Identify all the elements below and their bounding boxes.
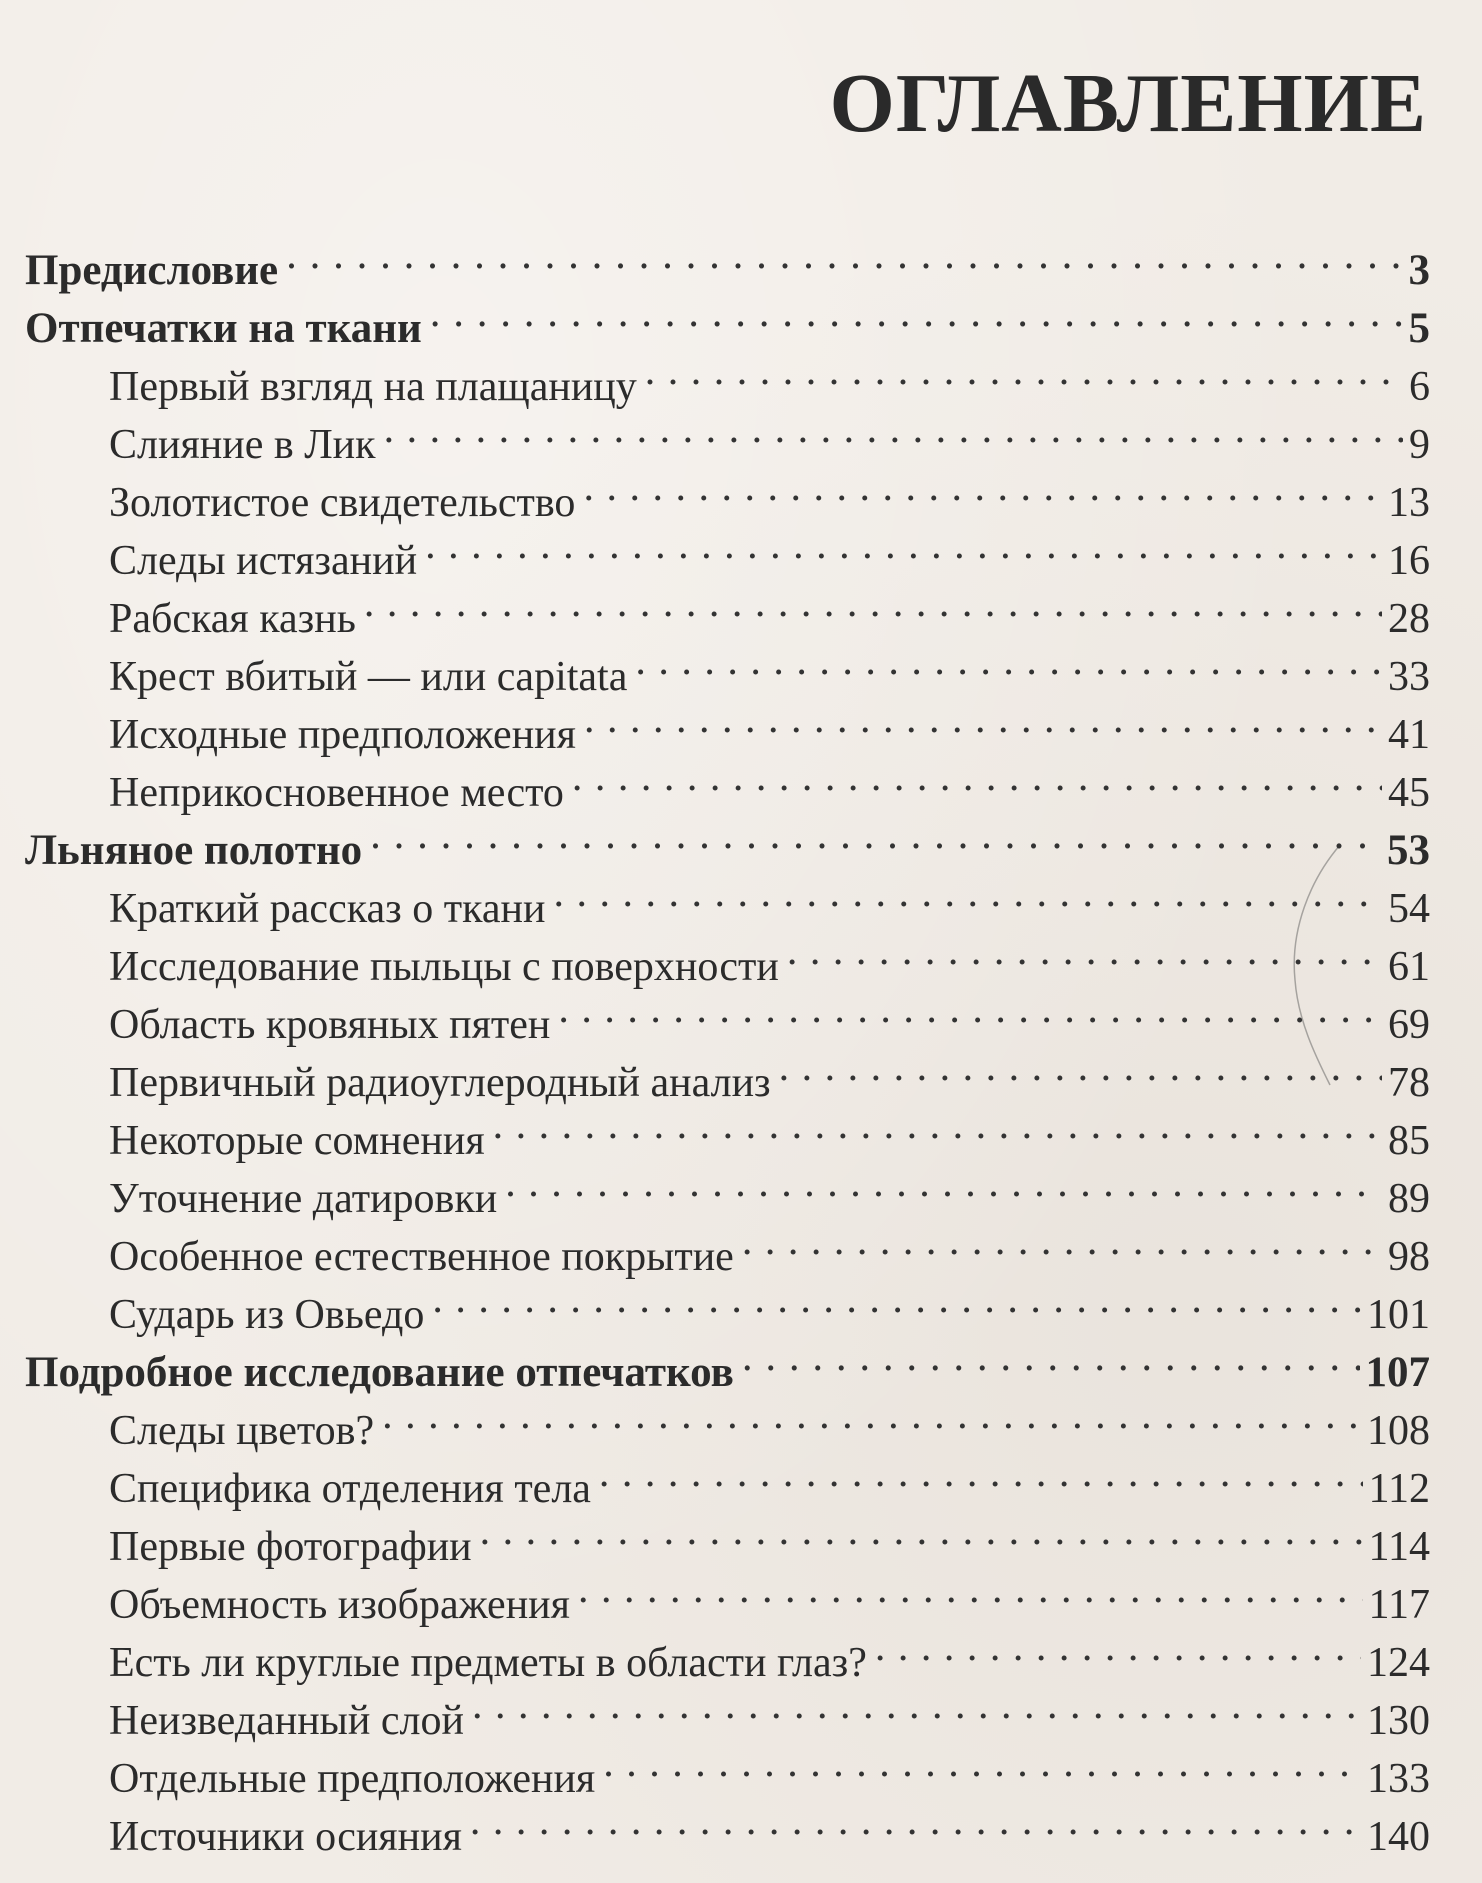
toc-entry-page: 69 <box>1388 1002 1430 1048</box>
toc-entry-label: Специфика отделения тела <box>109 1466 591 1512</box>
toc-entry-label: Краткий рассказ о ткани <box>109 886 546 932</box>
toc-entry-page: 89 <box>1388 1176 1430 1222</box>
toc-entry-label: Льняное полотно <box>25 827 363 874</box>
dot-leader <box>742 1212 1382 1270</box>
toc-entry-label: Подробное исследование отпечатков <box>25 1349 734 1396</box>
dot-leader <box>370 806 1381 864</box>
toc-entry-page: 112 <box>1368 1466 1430 1512</box>
dot-leader <box>553 864 1382 922</box>
dot-leader <box>787 922 1382 980</box>
toc-entry-label: Отпечатки на ткани <box>25 305 422 352</box>
toc-entry-label: Следы цветов? <box>109 1408 375 1454</box>
toc-entry-label: Первые фотографии <box>109 1524 472 1570</box>
toc-entry-label: Первичный радиоуглеродный анализ <box>109 1060 771 1106</box>
table-of-contents <box>25 226 1430 1860</box>
toc-entry-page: 9 <box>1409 422 1430 468</box>
dot-leader <box>599 1444 1363 1502</box>
toc-entry-page: 61 <box>1388 944 1430 990</box>
toc-entry-page: 108 <box>1367 1408 1430 1454</box>
toc-entry-page: 28 <box>1388 596 1430 642</box>
dot-leader <box>430 284 1403 342</box>
dot-leader <box>742 1328 1360 1386</box>
dot-leader <box>645 342 1403 400</box>
toc-entry-label: Источники осияния <box>109 1814 462 1860</box>
dot-leader <box>382 1386 1361 1444</box>
dot-leader <box>493 1096 1382 1154</box>
toc-entry-label: Отдельные предположения <box>109 1756 596 1802</box>
dot-leader <box>286 226 1402 284</box>
toc-entry-label: Есть ли круглые предметы в области глаз? <box>109 1640 867 1686</box>
toc-entry-label: Особенное естественное покрытие <box>109 1234 734 1280</box>
toc-entry-label: Уточнение датировки <box>109 1176 498 1222</box>
toc-entry-label: Сударь из Овьедо <box>109 1292 425 1338</box>
toc-entry-page: 45 <box>1388 770 1430 816</box>
dot-leader <box>572 748 1382 806</box>
toc-entry <box>25 226 1430 294</box>
toc-entry-page: 33 <box>1388 654 1430 700</box>
toc-entry-page: 16 <box>1388 538 1430 584</box>
dot-leader <box>384 400 1403 458</box>
dot-leader <box>578 1560 1363 1618</box>
dot-leader <box>425 516 1382 574</box>
toc-entry-label: Неприкосновенное место <box>109 770 564 816</box>
toc-entry-label: Область кровяных пятен <box>109 1002 551 1048</box>
toc-entry-page: 41 <box>1388 712 1430 758</box>
toc-entry-page: 85 <box>1388 1118 1430 1164</box>
dot-leader <box>472 1676 1361 1734</box>
toc-entry-page: 53 <box>1387 827 1430 874</box>
toc-entry-label: Первый взгляд на плащаницу <box>109 364 637 410</box>
dot-leader <box>470 1792 1361 1850</box>
dot-leader <box>635 632 1382 690</box>
toc-entry-page: 78 <box>1388 1060 1430 1106</box>
dot-leader <box>364 574 1382 632</box>
toc-entry-label: Крест вбитый — или capitata <box>109 654 628 700</box>
toc-entry-label: Следы истязаний <box>109 538 418 584</box>
dot-leader <box>505 1154 1382 1212</box>
toc-entry-label: Предисловие <box>25 247 279 294</box>
toc-entry-page: 107 <box>1365 1349 1430 1396</box>
toc-entry-page: 54 <box>1388 886 1430 932</box>
dot-leader <box>584 690 1382 748</box>
toc-entry-label: Неизведанный слой <box>109 1698 464 1744</box>
page-title: ОГЛАВЛЕНИЕ <box>829 57 1427 150</box>
toc-entry-page: 3 <box>1408 247 1430 294</box>
toc-entry-label: Исходные предположения <box>109 712 576 758</box>
toc-entry-page: 98 <box>1388 1234 1430 1280</box>
dot-leader <box>603 1734 1361 1792</box>
toc-entry-page: 5 <box>1408 305 1430 352</box>
toc-entry-page: 6 <box>1409 364 1430 410</box>
dot-leader <box>480 1502 1363 1560</box>
toc-entry-label: Золотистое свидетельство <box>109 480 576 526</box>
dot-leader <box>779 1038 1382 1096</box>
toc-entry-page: 140 <box>1367 1814 1430 1860</box>
toc-entry-label: Объемность изображения <box>109 1582 570 1628</box>
toc-entry-page: 101 <box>1367 1292 1430 1338</box>
toc-entry-page: 13 <box>1388 480 1430 526</box>
toc-entry-page: 114 <box>1368 1524 1430 1570</box>
toc-entry-page: 133 <box>1367 1756 1430 1802</box>
toc-entry-page: 117 <box>1368 1582 1430 1628</box>
toc-entry-label: Слияние в Лик <box>109 422 376 468</box>
toc-entry-label: Рабская казнь <box>109 596 356 642</box>
dot-leader <box>875 1618 1361 1676</box>
dot-leader <box>558 980 1382 1038</box>
toc-entry-label: Некоторые сомнения <box>109 1118 485 1164</box>
toc-entry-page: 130 <box>1367 1698 1430 1744</box>
dot-leader <box>583 458 1382 516</box>
toc-entry-label: Исследование пыльцы с поверхности <box>109 944 779 990</box>
dot-leader <box>432 1270 1361 1328</box>
toc-entry-page: 124 <box>1367 1640 1430 1686</box>
